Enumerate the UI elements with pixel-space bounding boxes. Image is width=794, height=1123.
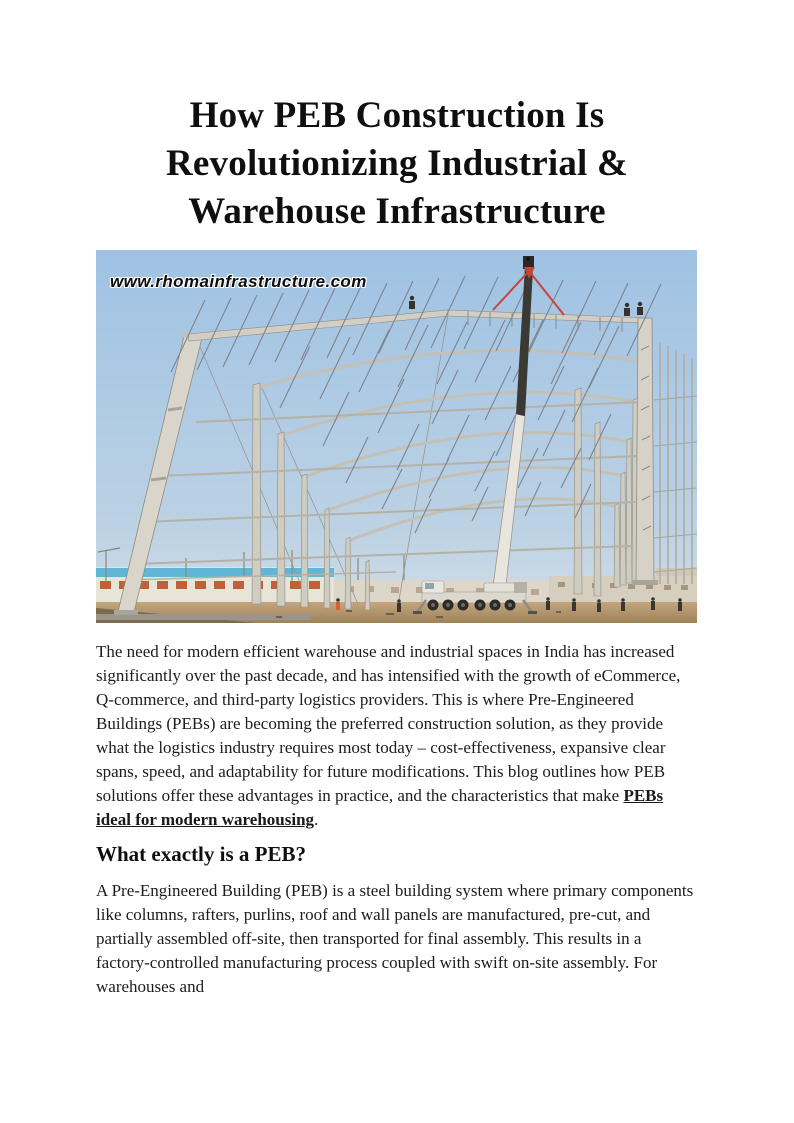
hero-image bbox=[96, 250, 697, 623]
peb-construction-photo bbox=[96, 250, 697, 623]
image-watermark-url: www.rhomainfrastructure.com bbox=[110, 272, 367, 291]
ground bbox=[96, 602, 697, 623]
intro-text-end: . bbox=[314, 810, 319, 829]
page-title bbox=[96, 92, 698, 236]
page-title-line-2: Revolutionizing Industrial & bbox=[166, 143, 628, 184]
peb-warehousing-link[interactable]: PEBs ideal for modern warehousing bbox=[96, 786, 664, 829]
section-body-paragraph: A Pre-Engineered Building (PEB) is a steel building system where primary components like columns, rafters, purlins, roof and wall panels are manufactured, pre-cut, and partially assembled off-site, then transported for final assembly. This results in a factory-controlled manufacturing process coupled with swift on-site assembly. For warehouses and bbox=[96, 881, 694, 996]
page-title-line-3: Warehouse Infrastructure bbox=[188, 191, 606, 232]
intro-paragraph bbox=[96, 640, 698, 832]
document-content bbox=[0, 92, 794, 999]
page-title-line-1: How PEB Construction Is bbox=[189, 95, 605, 136]
intro-text: The need for modern efficient warehouse and industrial spaces in India has increased significantly over the past decade, and has intensified with the growth of eCommerce, Q-commerce, and third-party logistics providers. This is where Pre-Engineered Buildings (PEBs) are becoming the preferred construction solution, as they provide what the logistics industry requires most today – cost-effectiveness, expansive clear spans, speed, and adaptability for future modifications. This blog outlines how PEB solutions offer these advantages in practice, and the characteristics that make bbox=[96, 642, 681, 805]
section-heading: What exactly is a PEB? bbox=[96, 842, 306, 866]
front-right-column bbox=[636, 318, 654, 582]
